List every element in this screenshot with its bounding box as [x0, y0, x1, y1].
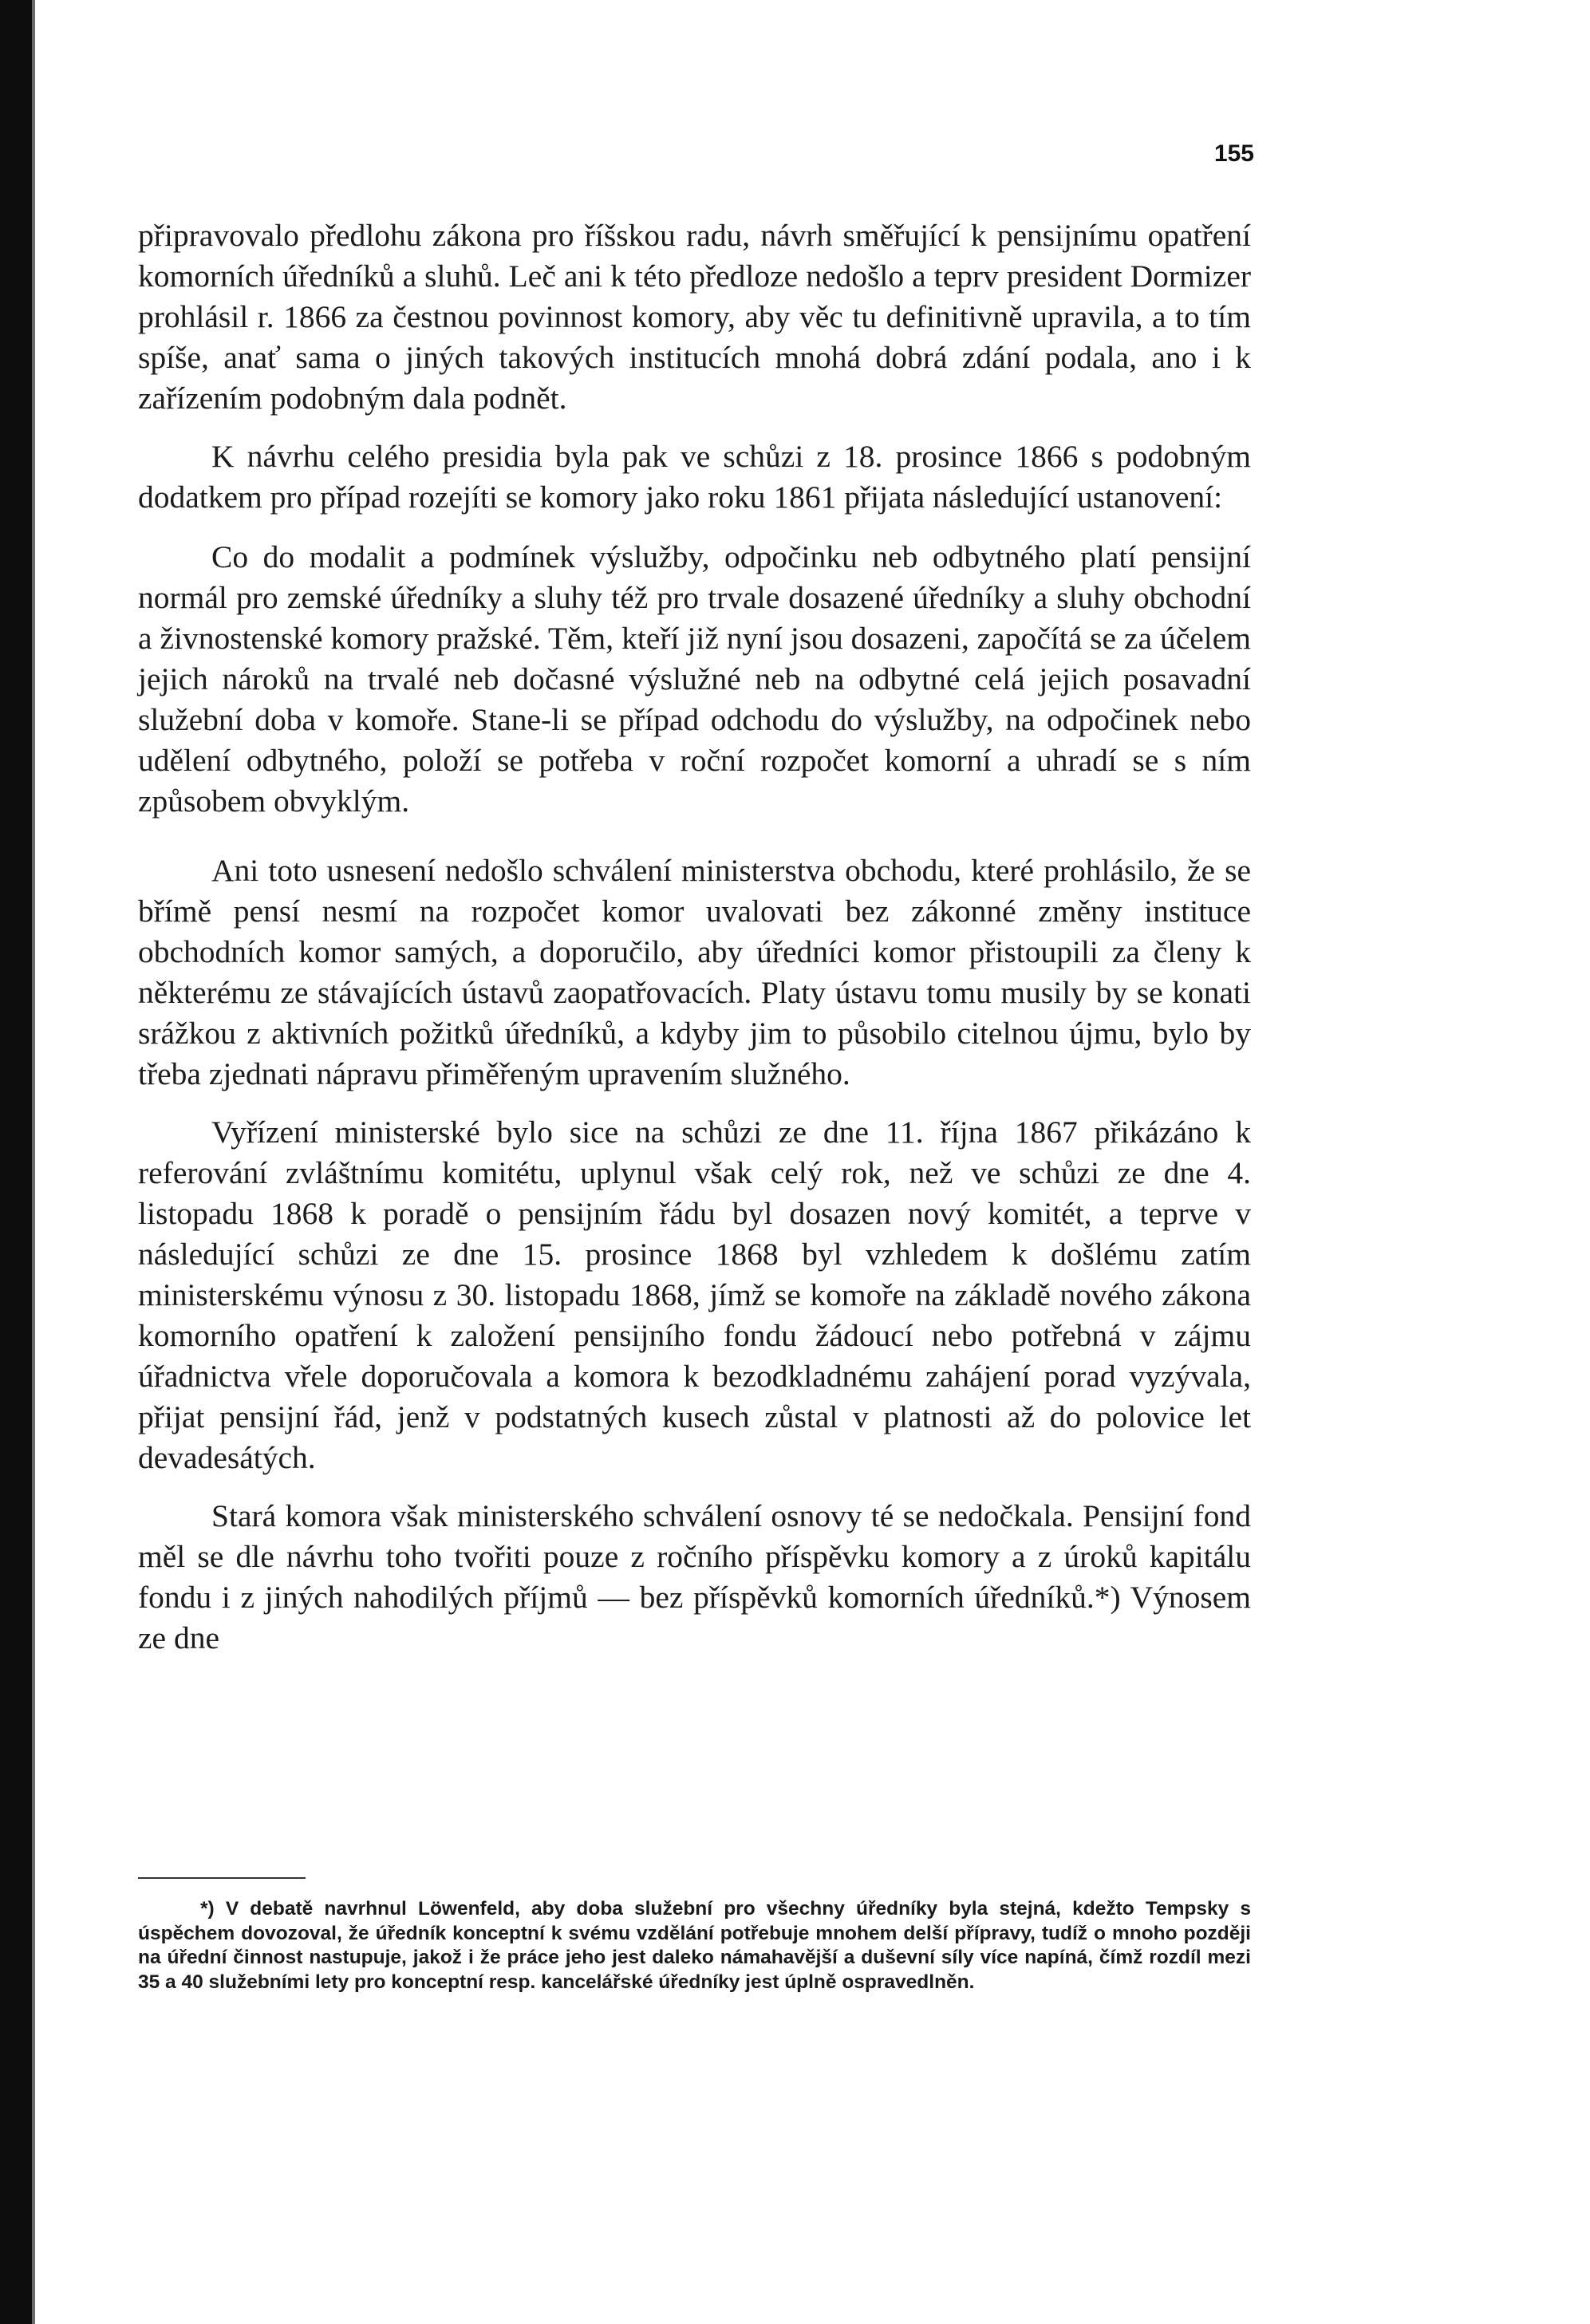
- paragraph-resolution: Co do modalit a podmínek výslužby, odpočinku neb odbytného platí pensijní normál pro zemské úředníky a sluhy též pro trvale dosazené úředníky a sluhy obchodní a živnostenské komory pražské. Těm, kteří již nyní jsou dosazeni, započítá se za účelem jejich nároků na trvalé neb dočasné výslužné neb na odbytné celá jejich posavadní služební doba v komoře. Stane-li se případ odchodu do výslužby, na odpočinek nebo udělení odbytného, položí se potřeba v roční rozpočet komorní a uhradí se s ním způsobem obvyklým.: [138, 539, 1251, 819]
- page-number: 155: [1213, 140, 1254, 167]
- body-text: [138, 215, 1251, 1659]
- paragraph-presidium-proposal: K návrhu celého presidia byla pak ve schůzi z 18. prosince 1866 s podobným dodatkem pro případ rozejíti se komory jako roku 1861 přijata následující ustanovení:: [138, 439, 1251, 515]
- paragraph-old-chamber: Stará komora však ministerského schválení osnovy té se nedočkala. Pensijní fond měl se dle návrhu toho tvořiti pouze z ročního příspěvku komory a z úroků kapitálu fondu i z jiných nahodilých příjmů — bez příspěvků komorních úředníků.*) Výnosem ze dne: [138, 1498, 1251, 1655]
- footnote-divider: [138, 1877, 306, 1879]
- footnote: *) V debatě navrhnul Löwenfeld, aby doba služební pro všechny úředníky byla stejná, kdežto Tempsky s úspěchem dovozoval, že úředník konceptní k svému vzdělání potřebuje mnohem delší přípravy, tudíž o mnoho později na úřední činnost nastupuje, jakož i že práce jeho jest daleko námahavější a duševní síly více napíná, čímž rozdíl mezi 35 a 40 služebními lety pro konceptní resp. kancelářské úředníky jest úplně ospravedlněn.: [138, 1898, 1251, 1993]
- paragraph-ministerial-decision: Vyřízení ministerské bylo sice na schůzi ze dne 11. října 1867 přikázáno k referování zvláštnímu komitétu, uplynul však celý rok, než ve schůzi ze dne 4. listopadu 1868 k poradě o pensijním řádu byl dosazen nový komitét, a teprve v následující schůzi ze dne 15. prosince 1868 byl vzhledem k došlému zatím ministerskému výnosu z 30. listopadu 1868, jímž se komoře na základě nového zákona komorního opatření k založení pensijního fondu žádoucí nebo potřebná v zájmu úřadnictva vřele doporučovala a komora k bezodkladnému zahájení porad vyzývala, přijat pensijní řád, jenž v podstatných kusech zůstal v platnosti až do polovice let devadesátých.: [138, 1115, 1251, 1475]
- paragraph-ministry-response: Ani toto usnesení nedošlo schválení ministerstva obchodu, které prohlásilo, že se břímě pensí nesmí na rozpočet komor uvalovati bez zákonné změny instituce obchodních komor samých, a doporučilo, aby úředníci komor přistoupili za členy k některému ze stávajících ústavů zaopatřovacích. Platy ústavu tomu musily by se konati srážkou z aktivních požitků úředníků, a kdyby jim to působilo citelnou újmu, bylo by třeba zjednati nápravu přiměřeným upravením služného.: [138, 853, 1251, 1091]
- scan-border: [0, 0, 32, 2324]
- paragraph-continuation: připravovalo předlohu zákona pro říšskou radu, návrh směřující k pensijnímu opatření komorních úředníků a sluhů. Leč ani k této předloze nedošlo a teprv president Dormizer prohlásil r. 1866 za čestnou povinnost komory, aby věc tu definitivně upravila, a to tím spíše, anať sama o jiných takových institucích mnohá dobrá zdání podala, ano i k zařízením podobným dala podnět.: [138, 218, 1251, 416]
- scan-border-shadow: [32, 0, 35, 2324]
